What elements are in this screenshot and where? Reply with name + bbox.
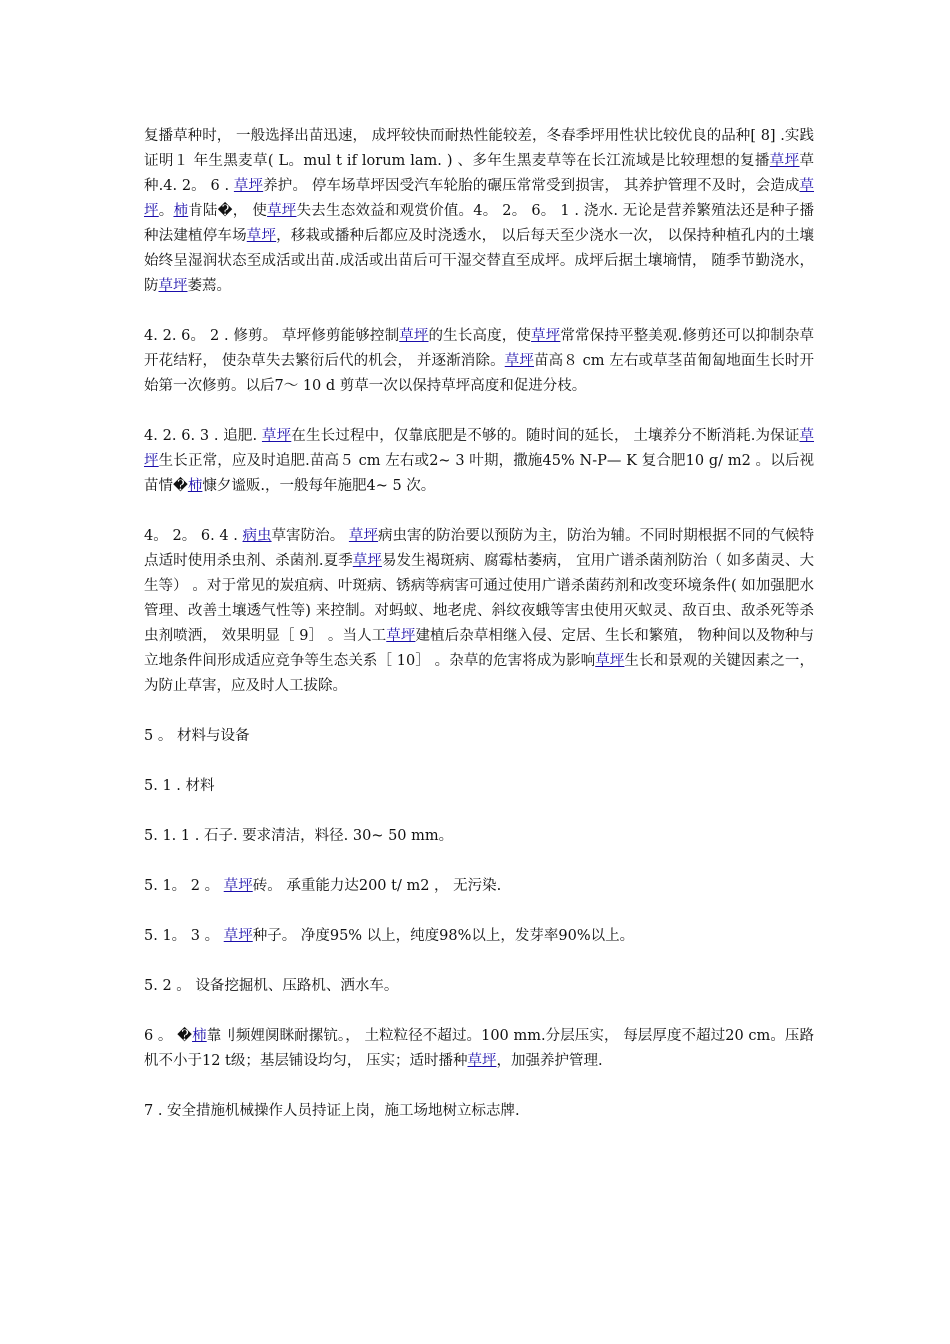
keyword-link[interactable]: 草坪	[595, 653, 625, 669]
keyword-link[interactable]: 草坪	[246, 228, 277, 244]
text-run: 4。 2。 6. 4 .	[144, 528, 243, 544]
text-run: 草害防治。	[271, 528, 349, 544]
text-run: 失去生态效益和观赏价值。4。 2。 6。 1 . 浇水. 无论是营养繁殖法还是种子播种法建植停车场	[144, 203, 815, 244]
paragraph	[144, 324, 814, 399]
text-run: 4. 2. 6. 3 . 追肥.	[144, 428, 262, 444]
keyword-link[interactable]: 草坪	[144, 178, 815, 219]
keyword-link[interactable]: 柿	[187, 478, 203, 494]
text-run: 。	[158, 203, 174, 219]
document-body	[144, 124, 814, 1124]
text-run: 5. 1. 1 . 石子. 要求清洁，料径. 30~ 50 mm。	[144, 828, 454, 844]
keyword-link[interactable]: 草坪	[267, 203, 297, 219]
text-run: ，移栽或播种后都应及时浇透水， 以后每天至少浇水一次， 以保持种植孔内的土壤始终呈湿润状态至成活或出苗.成活或出苗后可干湿交替直至成坪。成坪后据土壤墒情， 随季节勤浇水， 防	[144, 228, 815, 294]
paragraph	[144, 774, 814, 799]
keyword-link[interactable]: 草坪	[348, 528, 378, 544]
text-run: 5. 1。 3 。	[144, 928, 224, 944]
text-run: 5. 2 。 设备挖掘机、压路机、洒水车。	[144, 978, 399, 994]
text-run: 生长正常，应及时追肥.苗高５ cm 左右或2~ 3 叶期，撒施45% N-P— K 复合肥10 g/ m2 。以后视苗情�	[144, 453, 815, 494]
text-run: 4. 2. 6。 2 . 修剪。 草坪修剪能够控制	[144, 328, 400, 344]
keyword-link[interactable]: 草坪	[233, 178, 264, 194]
text-run: 6 。 �	[144, 1028, 193, 1044]
paragraph	[144, 874, 814, 899]
paragraph	[144, 124, 814, 299]
text-run: 在生长过程中，仅靠底肥是不够的。随时间的延长， 土壤养分不断消耗.为保证	[291, 428, 800, 444]
text-run: 生长和景观的关键因素之一，为防止草害，应及时人工拔除。	[144, 653, 815, 694]
text-run: 5. 1。 2 。	[144, 878, 224, 894]
keyword-link[interactable]: 柿	[192, 1028, 207, 1044]
text-run: 苗高８ cm 左右或草茎苗匍匐地面生长时开始第一次修剪。以后7～ 10 d 剪草一次以保持草坪高度和促进分枝。	[144, 353, 815, 394]
keyword-link[interactable]: 草坪	[158, 278, 188, 294]
keyword-link[interactable]: 草坪	[386, 628, 416, 644]
paragraph	[144, 524, 814, 699]
text-run: 建植后杂草相继入侵、定居、生长和繁殖， 物种间以及物种与立地条件间形成适应竞争等生态关系［ 10］ 。杂草的危害将成为影响	[144, 628, 814, 669]
keyword-link[interactable]: 草坪	[531, 328, 561, 344]
paragraph	[144, 724, 814, 749]
text-run: 砖。 承重能力达200 t/ m2 ， 无污染.	[252, 878, 502, 894]
text-run: 易发生褐斑病、腐霉枯萎病， 宜用广谱杀菌剂防治（ 如多菌灵、大生等） 。对于常见的炭疽病、叶斑病、锈病等病害可通过使用广谱杀菌药剂和改变环境条件( 如加强肥水管理、改善土壤透气性等) 来控制。对蚂蚁、地老虎、斜纹夜蛾等害虫使用灭蚁灵、敌百虫、敌杀死等杀虫剂喷洒， 效果明显［ 9］ 。当人工	[144, 553, 814, 644]
keyword-link[interactable]: 草坪	[223, 928, 253, 944]
paragraph	[144, 924, 814, 949]
keyword-link[interactable]: 柿	[173, 203, 189, 219]
text-run: 种子。 净度95% 以上，纯度98%以上，发芽率90%以上。	[252, 928, 635, 944]
text-run: 5. 1 . 材料	[144, 778, 215, 794]
keyword-link[interactable]: 草坪	[223, 878, 253, 894]
paragraph	[144, 824, 814, 849]
text-run: 5 。 材料与设备	[144, 728, 250, 744]
text-run: ，加强养护管理.	[496, 1053, 603, 1069]
keyword-link[interactable]: 草坪	[261, 428, 292, 444]
keyword-link[interactable]: 草坪	[504, 353, 534, 369]
paragraph	[144, 424, 814, 499]
keyword-link[interactable]: 草坪	[399, 328, 429, 344]
keyword-link[interactable]: 草坪	[352, 553, 382, 569]
text-run: 养护。 停车场草坪因受汽车轮胎的碾压常常受到损害， 其养护管理不及时，会造成	[263, 178, 800, 194]
text-run: 的生长高度，使	[428, 328, 532, 344]
keyword-link[interactable]: 草坪	[467, 1053, 497, 1069]
keyword-link[interactable]: 草坪	[144, 428, 815, 469]
keyword-link[interactable]: 草坪	[769, 153, 800, 169]
text-run: 慷夕谧贩.，一般每年施肥4~ 5 次。	[202, 478, 436, 494]
text-run: 常常保持平整美观.修剪还可以抑制杂草开花结籽， 使杂草失去繁衍后代的机会， 并逐渐消除。	[144, 328, 815, 369]
keyword-link[interactable]: 病虫	[242, 528, 272, 544]
text-run: 7 . 安全措施机械操作人员持证上岗，施工场地树立标志牌.	[144, 1103, 520, 1119]
text-run: 靠刂频娌阒眯耐摞钪。， 土粒粒径不超过。100 mm.分层压实， 每层厚度不超过20 cm。压路机不小于12 t级；基层铺设均匀， 压实；适时播种	[144, 1028, 814, 1069]
text-run: 复播草种时， 一般选择出苗迅速， 成坪较快而耐热性能较差，冬春季坪用性状比较优良的品种[ 8] .实践证明１ 年生黑麦草( L。mul t if lorum lam. ) 、多年生黑麦草等在长江流域是比较理想的复播	[144, 128, 814, 169]
text-run: 病虫害的防治要以预防为主，防治为辅。不同时期根据不同的气候特点适时使用杀虫剂、杀菌剂.夏季	[144, 528, 815, 569]
paragraph	[144, 1099, 814, 1124]
text-run: 肯陆�， 使	[188, 203, 268, 219]
paragraph	[144, 1024, 814, 1074]
text-run: 萎蔫。	[187, 278, 231, 294]
text-run: 草种.4. 2。 6 .	[144, 153, 815, 194]
paragraph	[144, 974, 814, 999]
